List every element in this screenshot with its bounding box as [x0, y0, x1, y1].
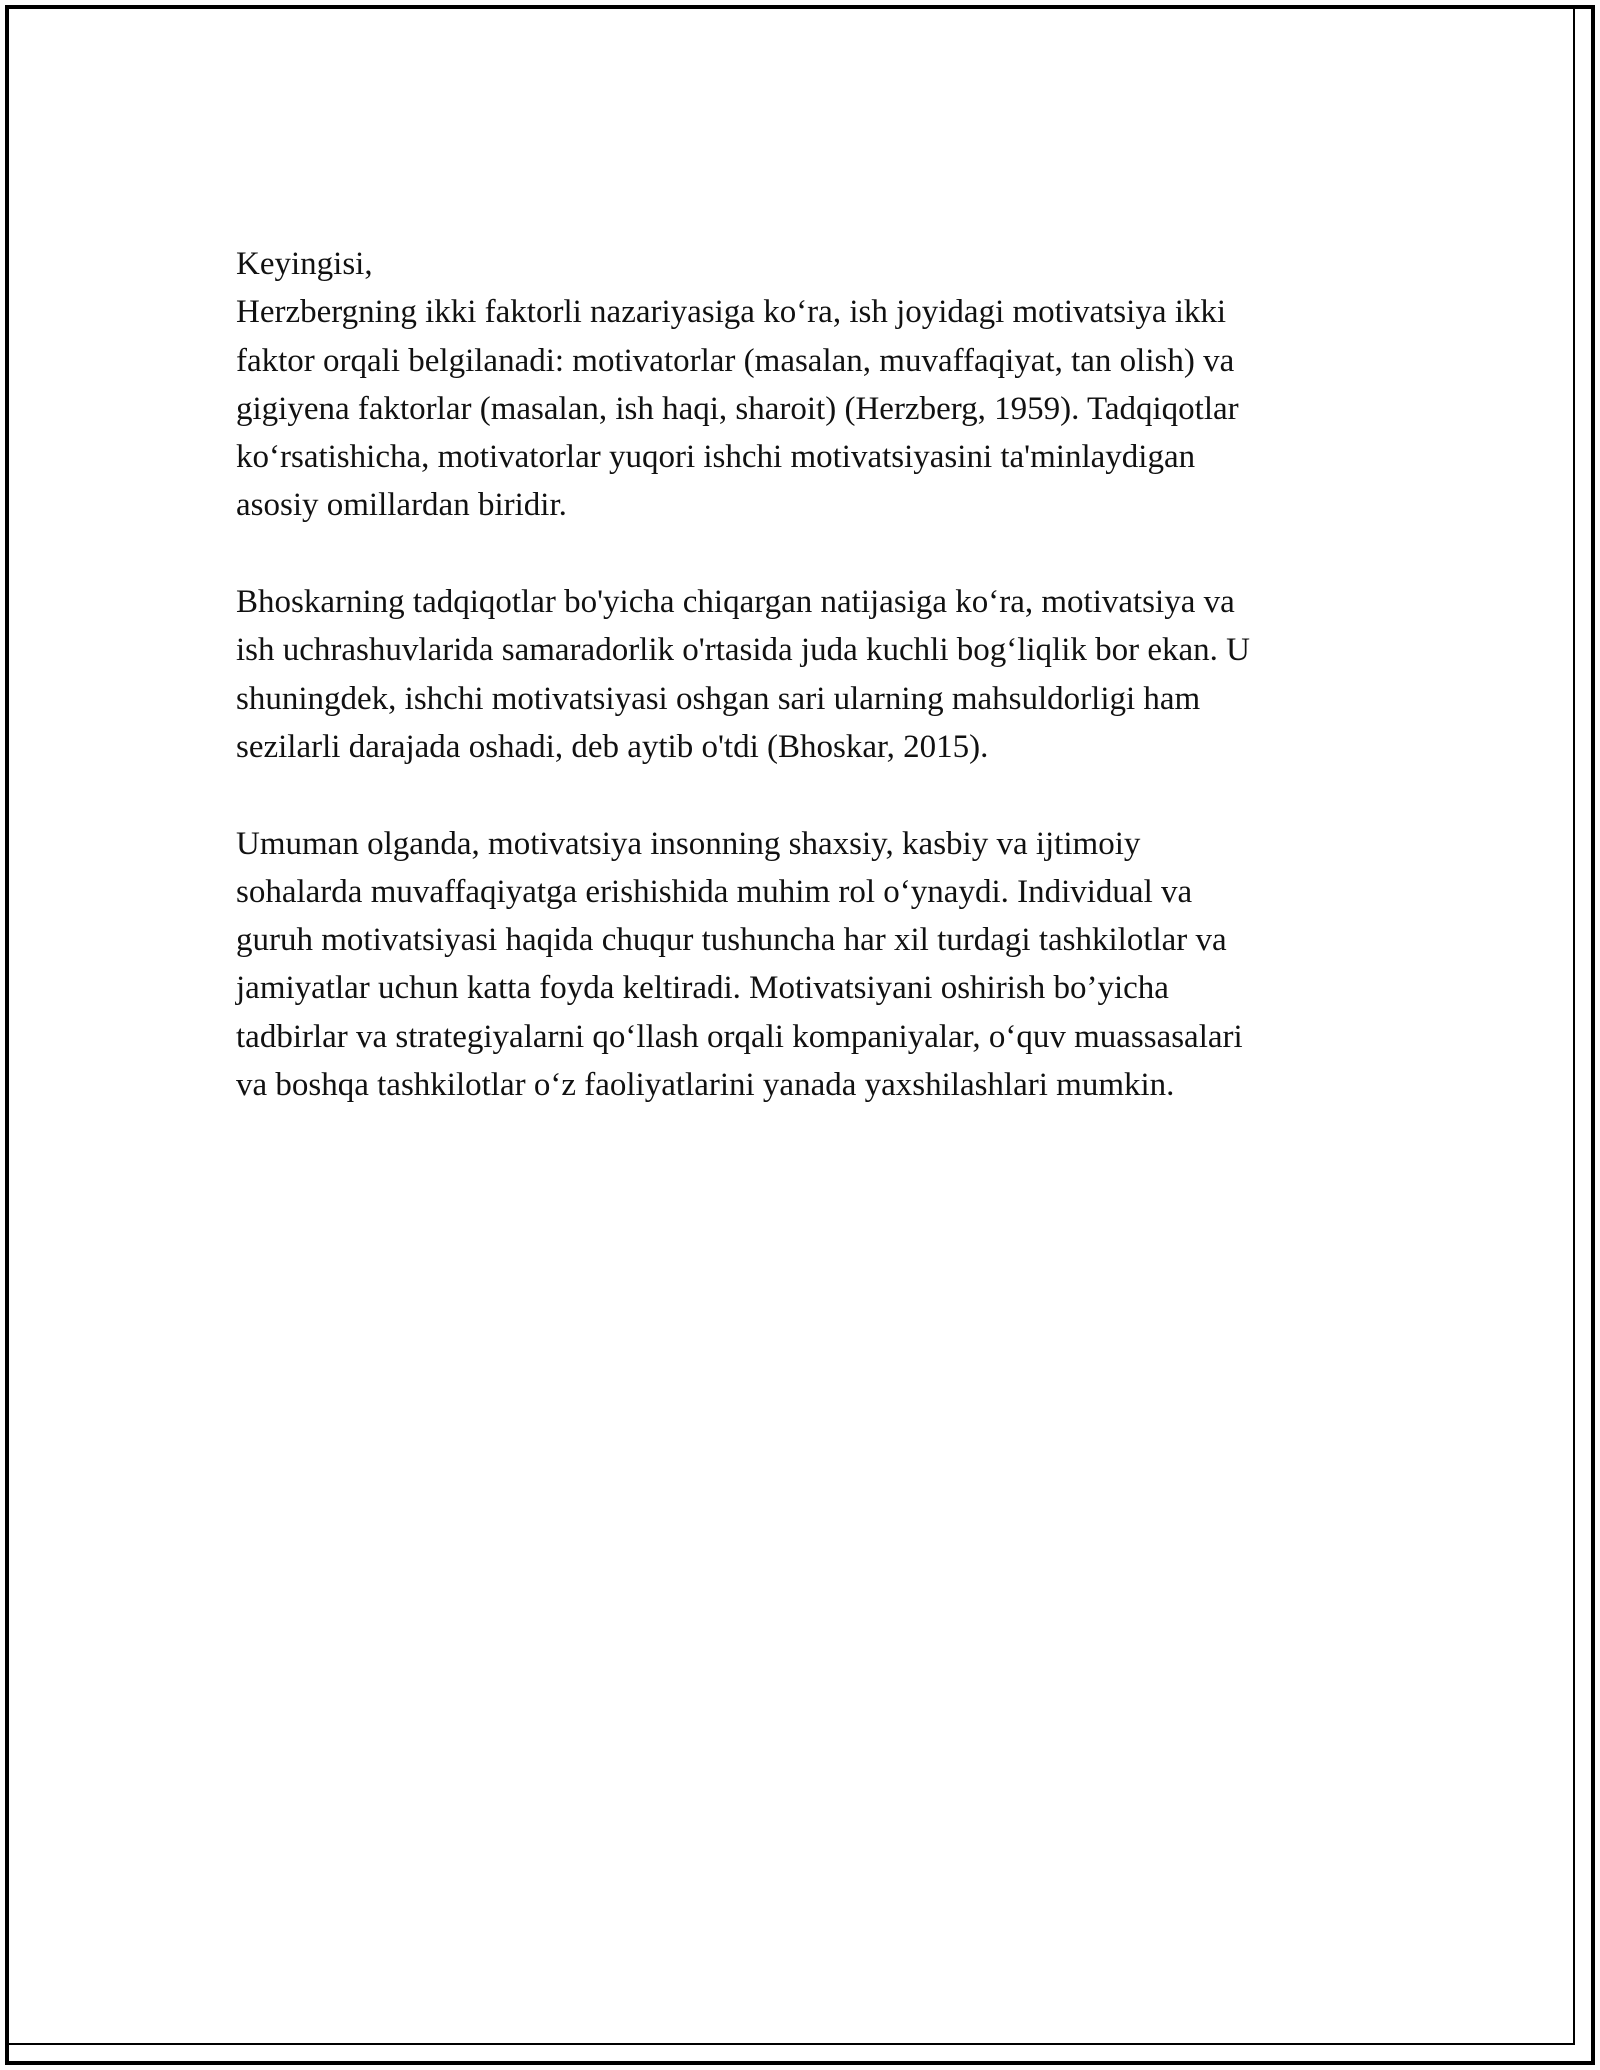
- paragraph-line: jamiyatlar uchun katta foyda keltiradi. Motivatsiyani oshirish bo’yicha: [236, 970, 1169, 1007]
- paragraph-line: tadbirlar va strategiyalarni qo‘llash orqali kompaniyalar, o‘quv muassasalari: [236, 1018, 1243, 1055]
- paragraph-line: va boshqa tashkilotlar o‘z faoliyatlarini yanada yaxshilashlari mumkin.: [236, 1067, 1175, 1104]
- paragraph-line: sohalarda muvaffaqiyatga erishishida muhim rol o‘ynaydi. Individual va: [236, 873, 1193, 910]
- paragraph-line: shuningdek, ishchi motivatsiyasi oshgan sari ularning mahsuldorligi ham: [236, 680, 1201, 717]
- greeting-line: [236, 240, 1376, 288]
- paragraph-line: faktor orqali belgilanadi: motivatorlar (masalan, muvaffaqiyat, tan olish) va: [236, 342, 1235, 379]
- paragraph-line: asosiy omillardan biridir.: [236, 487, 567, 524]
- greeting-text: Keyingisi,: [236, 246, 373, 282]
- paragraph-bhoskar: [236, 578, 1376, 771]
- paragraph-line: guruh motivatsiyasi haqida chuqur tushuncha har xil turdagi tashkilotlar va: [236, 922, 1227, 959]
- paragraph-line: ish uchrashuvlarida samaradorlik o'rtasida juda kuchli bog‘liqlik bor ekan. U: [236, 632, 1251, 669]
- document-body: [236, 240, 1376, 1158]
- paragraph-line: gigiyena faktorlar (masalan, ish haqi, sharoit) (Herzberg, 1959). Tadqiqotlar: [236, 390, 1239, 427]
- paragraph-line: Herzbergning ikki faktorli nazariyasiga ko‘ra, ish joyidagi motivatsiya ikki: [236, 294, 1227, 331]
- paragraph-conclusion: [236, 820, 1376, 1110]
- paragraph-line: Umuman olganda, motivatsiya insonning shaxsiy, kasbiy va ijtimoiy: [236, 825, 1141, 862]
- paragraph-line: ko‘rsatishicha, motivatorlar yuqori ishchi motivatsiyasini ta'minlaydigan: [236, 439, 1196, 476]
- paragraph-line: sezilarli darajada oshadi, deb aytib o'tdi (Bhoskar, 2015).: [236, 728, 989, 765]
- paragraph-line: Bhoskarning tadqiqotlar bo'yicha chiqargan natijasiga ko‘ra, motivatsiya va: [236, 584, 1235, 621]
- paragraph-herzberg: [236, 288, 1376, 529]
